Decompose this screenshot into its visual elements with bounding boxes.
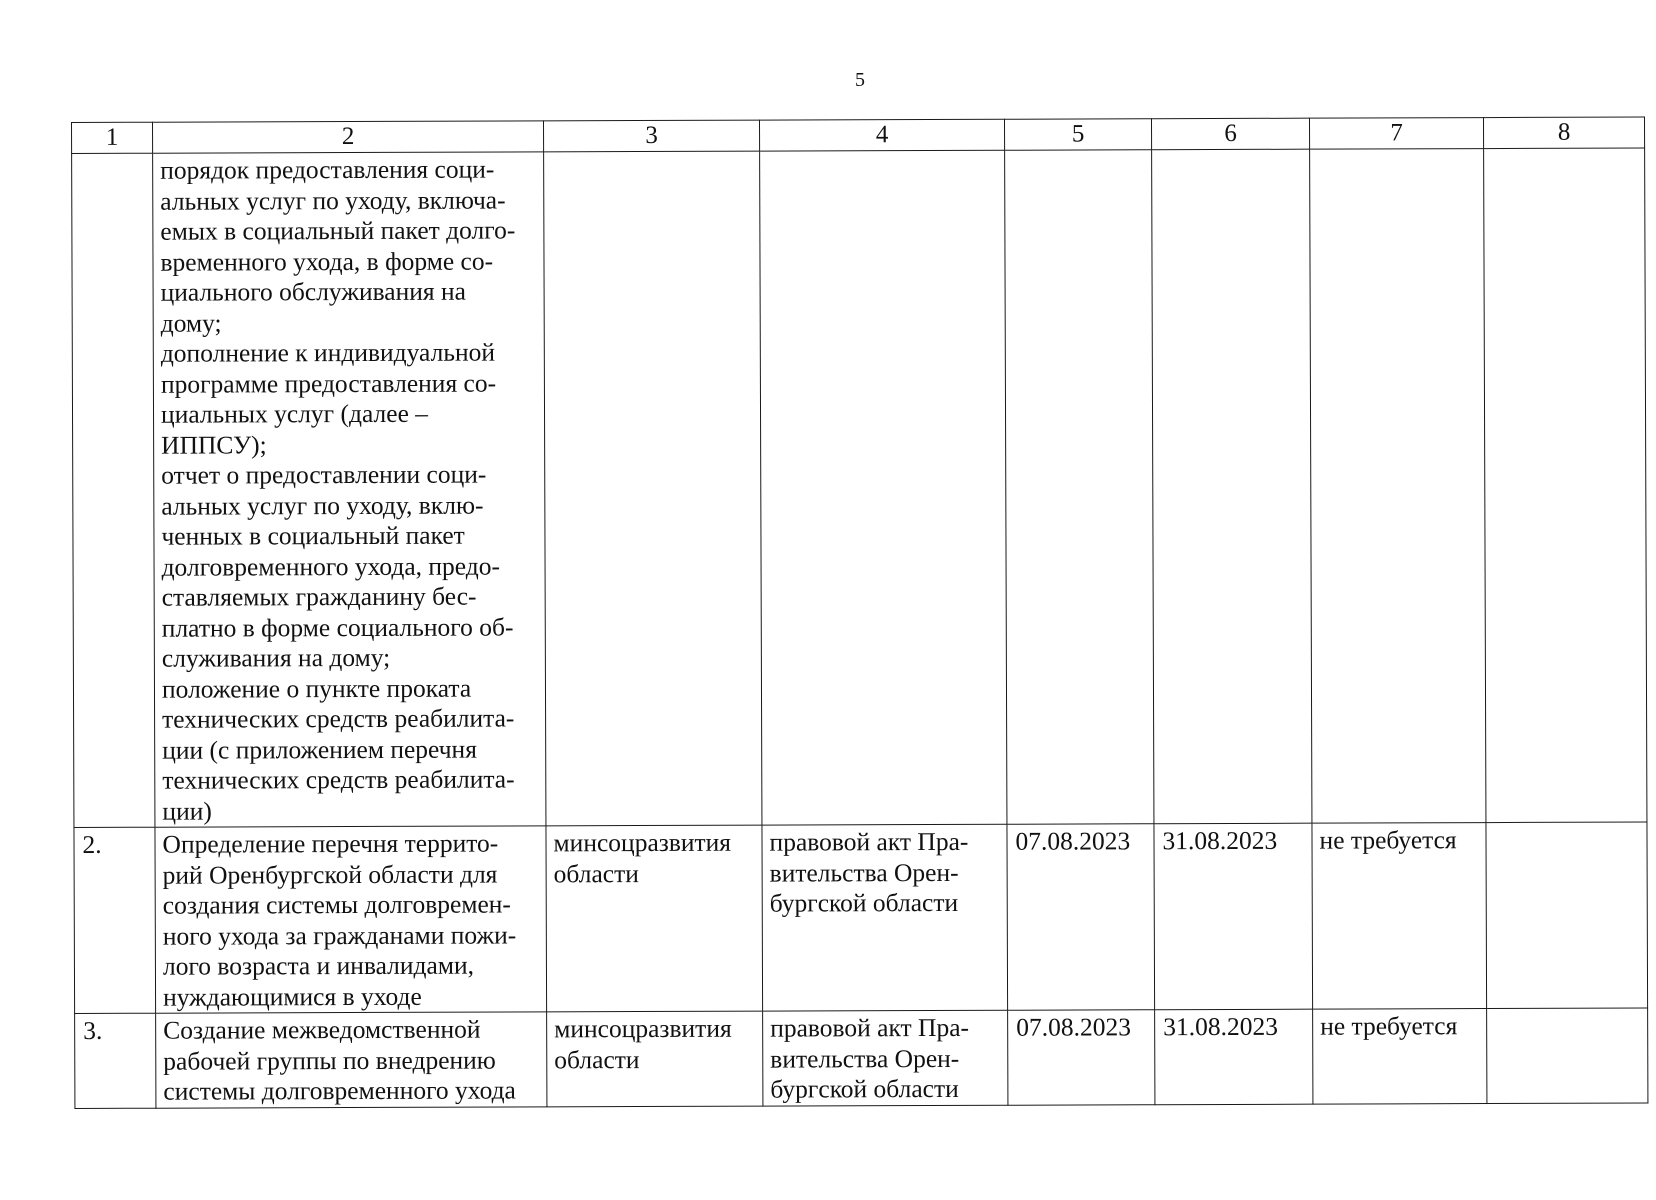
executor-cell <box>544 151 762 826</box>
start-date-cell: 07.08.2023 <box>1008 1010 1155 1105</box>
table-row <box>75 1008 1648 1108</box>
column-header-6: 6 <box>1151 118 1309 150</box>
column-header-7: 7 <box>1309 118 1483 150</box>
row-number-cell: 3. <box>75 1013 156 1108</box>
activity-name-cell: Создание межведомственной рабочей группы по внедрению системы долговременного ухода <box>156 1012 547 1108</box>
column-header-2: 2 <box>153 121 544 153</box>
executor-cell: минсоцразвития области <box>547 1011 763 1106</box>
note-cell <box>1486 822 1648 1009</box>
funding-cell <box>1310 149 1486 824</box>
end-date-cell <box>1152 149 1312 824</box>
table-row <box>74 822 1648 1013</box>
column-header-8: 8 <box>1483 117 1644 149</box>
funding-cell: не требуется <box>1312 823 1487 1010</box>
column-header-1: 1 <box>72 122 153 153</box>
note-cell <box>1487 1008 1648 1103</box>
row-number-cell <box>72 153 155 827</box>
end-date-cell: 31.08.2023 <box>1155 1009 1313 1104</box>
row-number-cell: 2. <box>74 827 156 1013</box>
table-row <box>72 148 1647 827</box>
column-header-5: 5 <box>1004 119 1151 151</box>
funding-cell: не требуется <box>1313 1009 1487 1104</box>
start-date-cell: 07.08.2023 <box>1007 824 1155 1011</box>
column-header-4: 4 <box>759 119 1004 151</box>
column-header-3: 3 <box>543 120 759 152</box>
document-type-cell <box>760 150 1007 825</box>
plan-table <box>71 117 1648 1109</box>
page-number: 5 <box>855 69 865 91</box>
activity-name-cell: порядок предоставления соци- альных услуг по уходу, включа- емых в социальный пакет долго- временного ухода, в форме со- циального обслуживания на дому; дополнение к индивидуальной программе предоставления со- циальных услуг (далее – ИППСУ); отчет о предоставлении соци- альных услуг по уходу, вклю- ченных в социальный пакет долговременного ухода, предо- ставляемых гражданину бес- платно в форме социального об- служивания на дому; положение о пункте проката технических средств реабилита- ции (с приложением перечня технических средств реабилита- ции) <box>153 152 546 827</box>
document-type-cell: правовой акт Пра- вительства Орен- бургской области <box>762 824 1008 1011</box>
end-date-cell: 31.08.2023 <box>1154 823 1313 1010</box>
executor-cell: минсоцразвития области <box>546 825 763 1012</box>
activity-name-cell: Определение перечня террито- рий Оренбургской области для создания системы долговремен- ного ухода за гражданами пожи- лого возраста и инвалидами, нуждающимися в уходе <box>155 826 547 1013</box>
start-date-cell <box>1005 150 1154 825</box>
document-type-cell: правовой акт Пра- вительства Орен- бургской области <box>763 1010 1008 1105</box>
note-cell <box>1484 148 1647 823</box>
